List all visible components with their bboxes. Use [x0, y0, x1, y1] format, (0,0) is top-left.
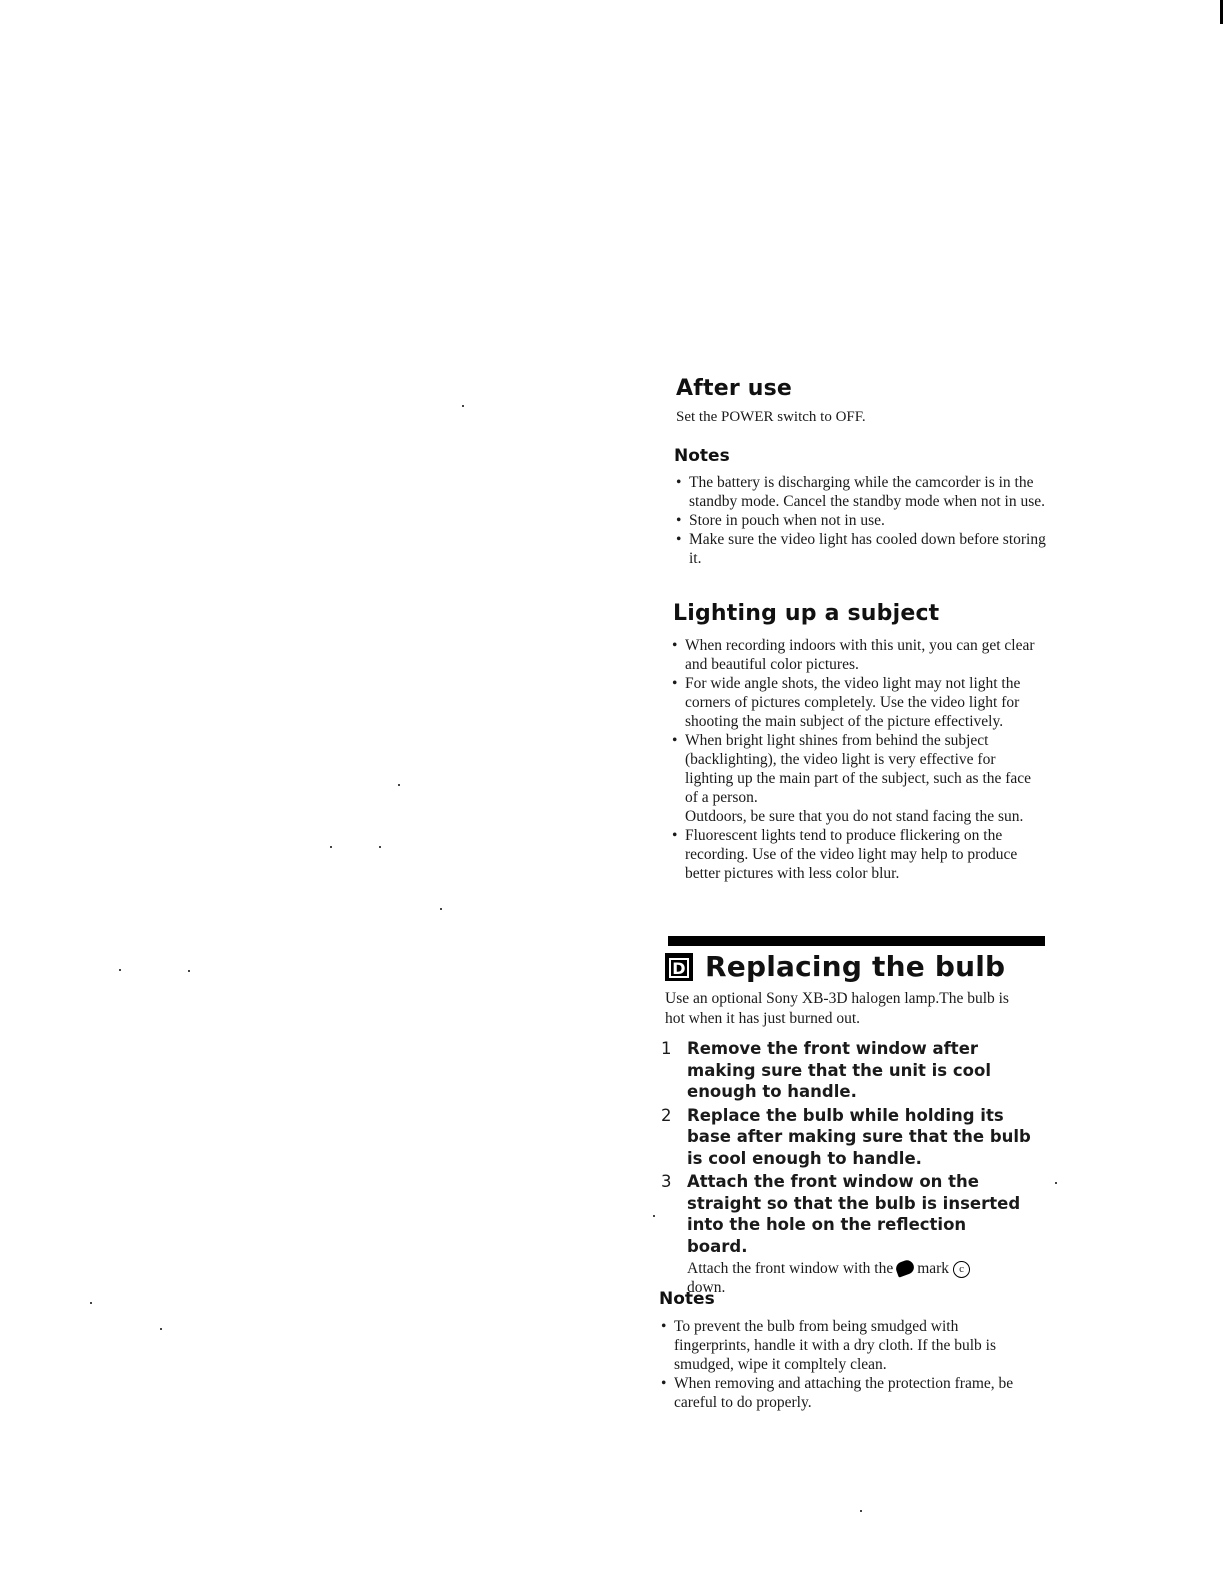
- replacing-steps: [661, 1038, 1031, 1299]
- step-text: Attach the front window on the straight so that the bulb is inserted into the hole on the reflection board.: [687, 1172, 1021, 1256]
- lighting-list: [672, 636, 1047, 883]
- scan-speck: [379, 846, 381, 848]
- lighting-heading: Lighting up a subject: [673, 601, 940, 626]
- list-item: • Make sure the video light has cooled down before storing it.: [676, 530, 1051, 568]
- list-item: • The battery is discharging while the camcorder is in the standby mode. Cancel the standby mode when not in use.: [676, 473, 1051, 511]
- scan-speck: [860, 1510, 862, 1512]
- step-text: Remove the front window after making sure that the unit is cool enough to handle.: [687, 1039, 991, 1101]
- replacing-heading-text: Replacing the bulb: [705, 950, 1006, 983]
- step-number: 2: [661, 1105, 672, 1125]
- step-number: 3: [661, 1172, 672, 1191]
- list-item: • When removing and attaching the protection frame, be careful to do properly.: [661, 1374, 1021, 1412]
- scan-speck: [653, 1215, 655, 1217]
- step-item: [661, 1105, 1031, 1170]
- scan-speck: [330, 846, 332, 848]
- outdoors-note: Outdoors, be sure that you do not stand facing the sun.: [685, 808, 1024, 825]
- step3-note: Attach the front window with the mark c down.: [687, 1259, 1031, 1297]
- scan-speck: [1055, 1182, 1057, 1184]
- step-number: 1: [661, 1039, 672, 1058]
- scan-speck: [398, 784, 400, 786]
- scan-speck: [160, 1328, 162, 1330]
- list-item: • Store in pouch when not in use.: [676, 511, 1051, 530]
- scan-speck: [462, 405, 464, 407]
- scan-speck: [90, 1302, 92, 1304]
- scan-speck: [188, 970, 190, 972]
- step-item: [661, 1038, 1031, 1103]
- after-use-heading: After use: [676, 376, 793, 401]
- list-item-text: When bright light shines from behind the subject (backlighting), the video light is very effective for lighting up the main part of the subject, such as the face of a person.: [685, 732, 1032, 806]
- after-use-body: Set the POWER switch to OFF.: [676, 409, 866, 425]
- section-divider-bar: [668, 936, 1045, 946]
- replacing-notes-list: [661, 1317, 1021, 1412]
- list-item: [672, 731, 1047, 826]
- list-item: • To prevent the bulb from being smudged with fingerprints, handle it with a dry cloth. If the bulb is smudged, wipe it compltely clean.: [661, 1317, 1021, 1374]
- after-use-notes-heading: Notes: [674, 446, 730, 466]
- scan-speck: [440, 908, 442, 910]
- after-use-notes-list: [676, 473, 1051, 568]
- scan-edge-mark: [1220, 0, 1223, 24]
- scan-speck: [119, 969, 121, 971]
- replacing-notes-heading: Notes: [659, 1289, 715, 1309]
- list-item: • When recording indoors with this unit, you can get clear and beautiful color pictures.: [672, 636, 1047, 674]
- replacing-intro: Use an optional Sony XB-3D halogen lamp.The bulb is hot when it has just burned out.: [665, 990, 1009, 1027]
- circled-c-icon: c: [953, 1261, 970, 1278]
- list-item: • Fluorescent lights tend to produce flickering on the recording. Use of the video light may help to produce better pictures with less color blur.: [672, 826, 1047, 883]
- replacing-heading: [665, 950, 1005, 983]
- mark-icon: [894, 1258, 916, 1277]
- step-text: Replace the bulb while holding its base after making sure that the bulb is cool enough to handle.: [687, 1105, 1031, 1168]
- section-badge: D: [665, 953, 693, 981]
- list-item: • For wide angle shots, the video light may not light the corners of pictures completely. Use the video light for shooting the main subject of the picture effectively.: [672, 674, 1047, 731]
- step-item: [661, 1171, 1031, 1297]
